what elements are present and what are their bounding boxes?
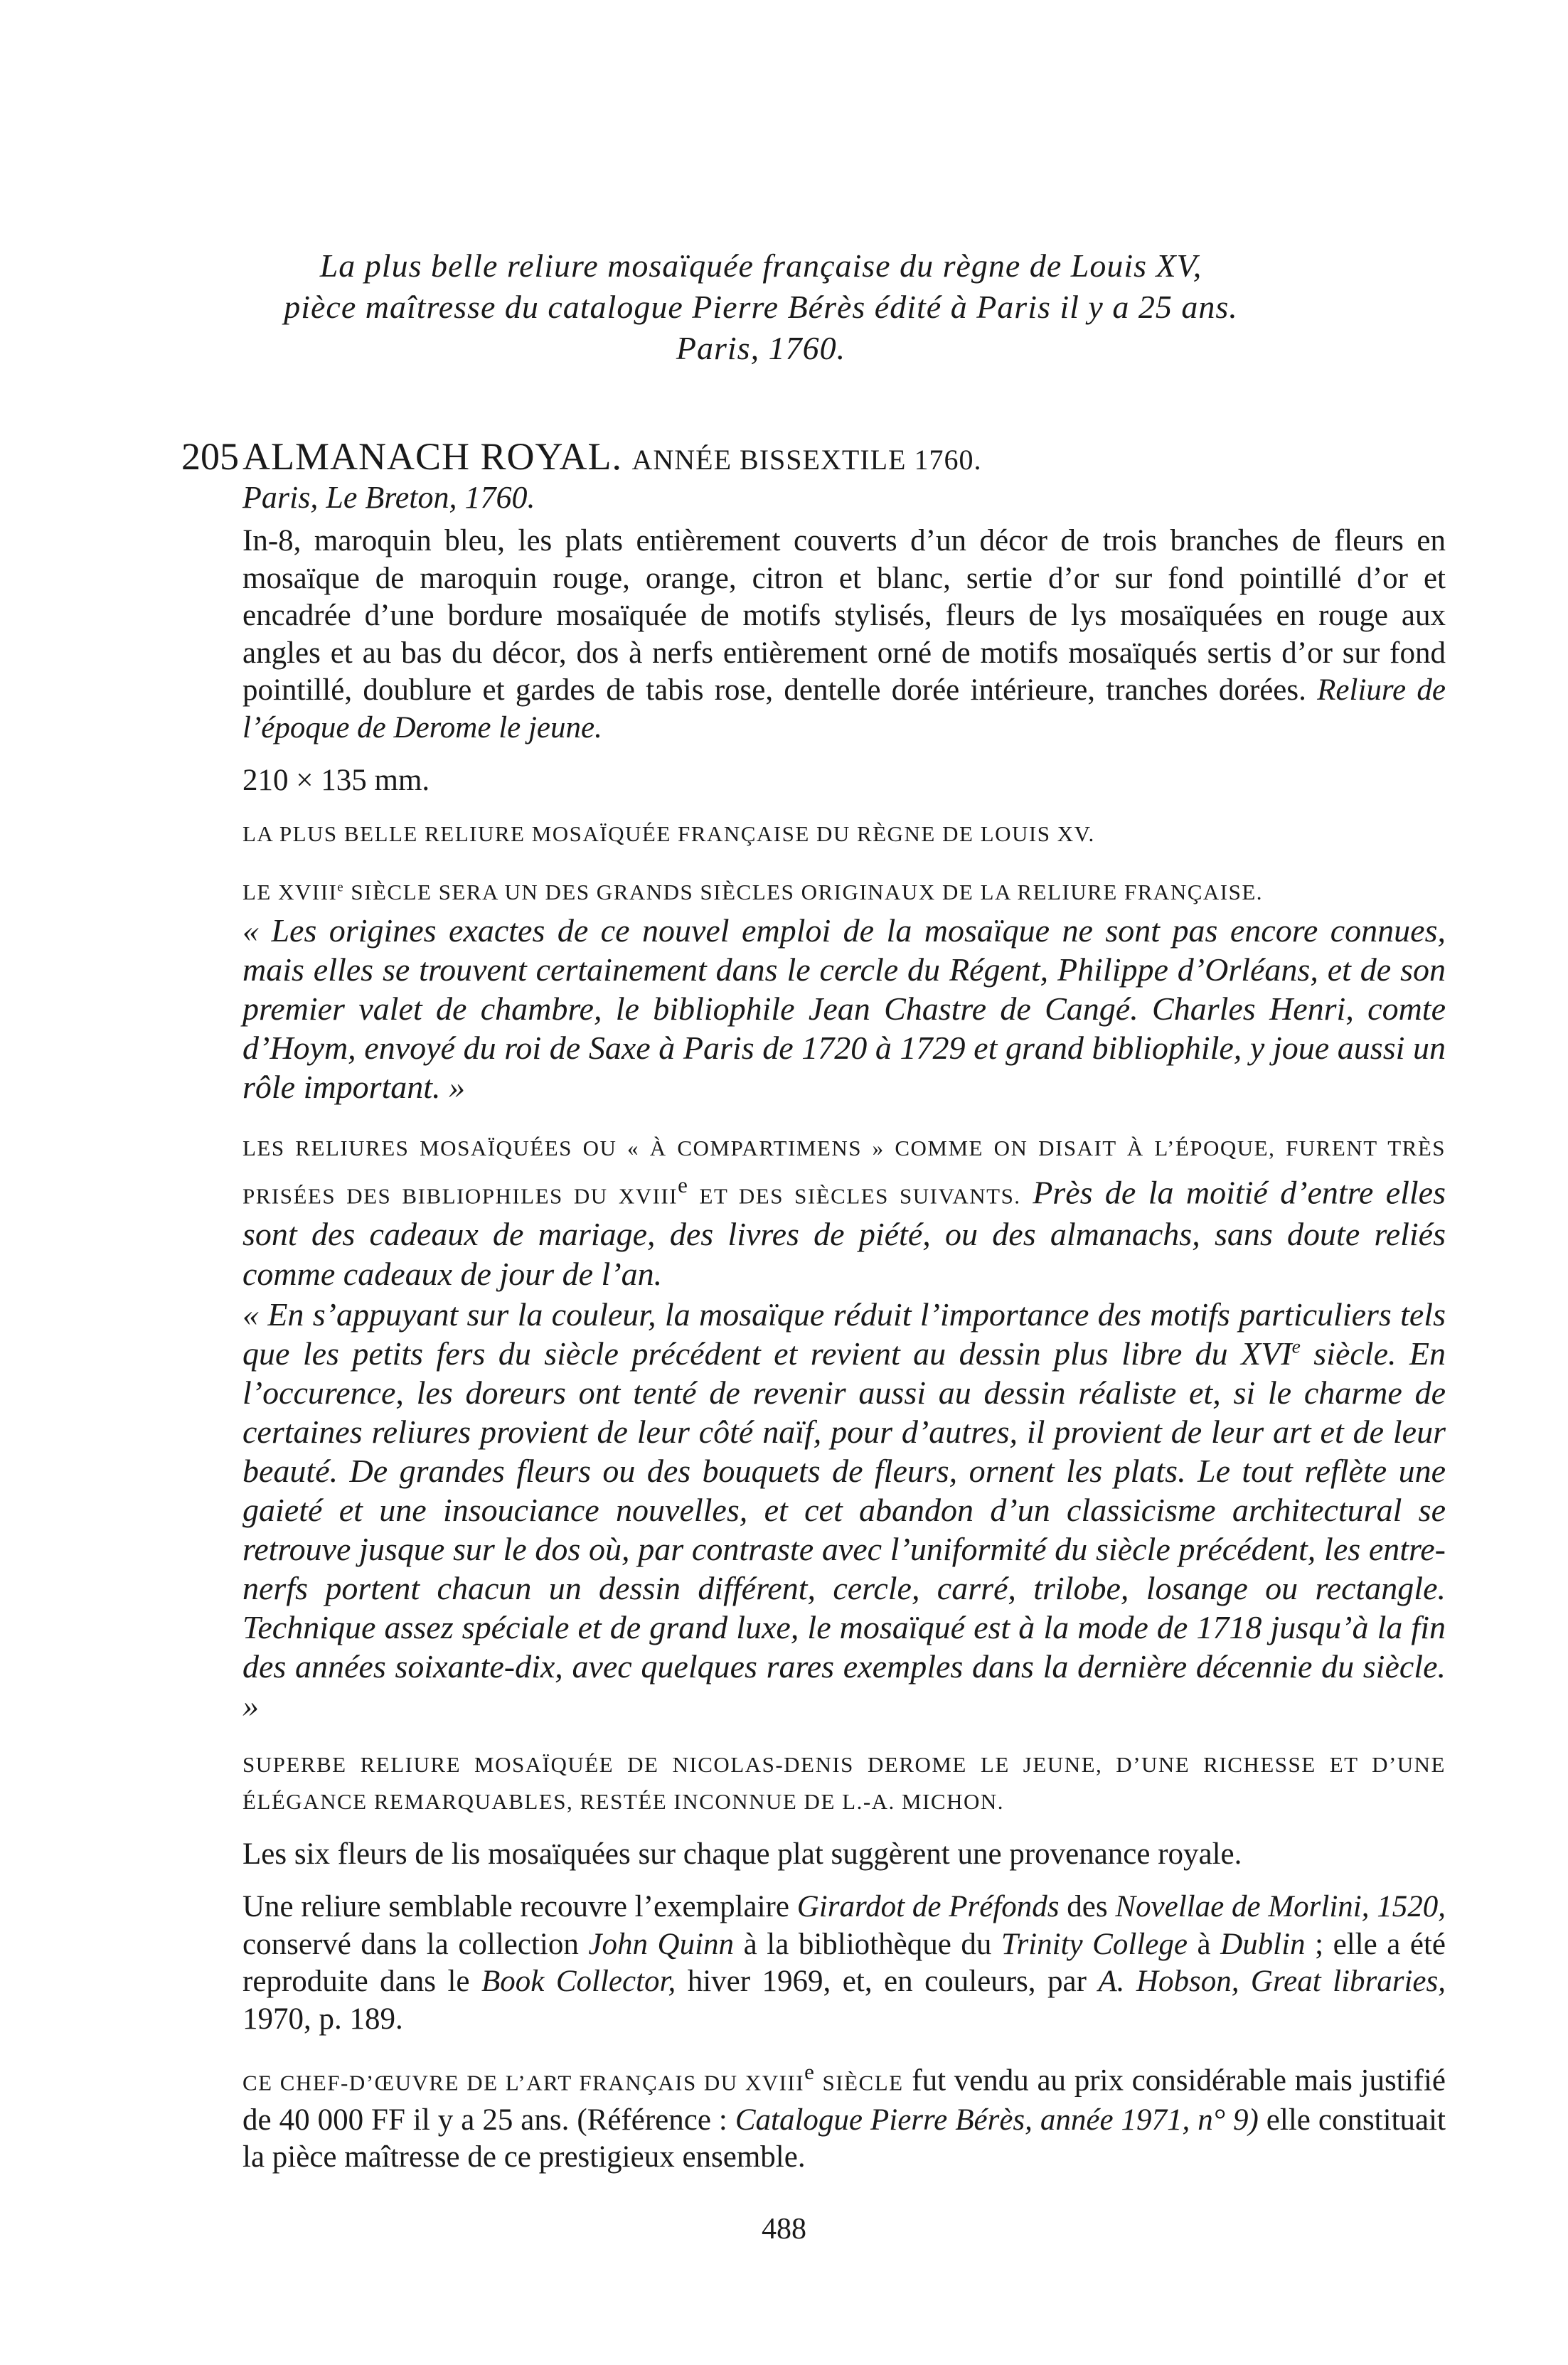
note-paragraph-3-italic: Près de la moitié d’entre elles sont des cadeaux de mariage, des livres de piété, ou des almanachs, sans doute reliés comme cadeaux de jour de l’an. [242,1173,1446,1293]
header-line-2: pièce maîtresse du catalogue Pierre Bérès édité à Paris il y a 25 ans. [284,289,1238,325]
note-heading-2-sup: e [337,880,345,895]
p6-italic-3: John Quinn [588,1927,735,1961]
dimensions: 210 × 135 mm. [242,764,430,797]
note-paragraph-3-sup: e [678,1172,689,1197]
p6-text-3: conservé dans la collection [242,1927,589,1961]
p7-italic-1: Catalogue Pierre Bérès, année 1971, n° 9) [735,2103,1259,2137]
note-paragraph-3 [242,1128,1446,1295]
p6-text-7: hiver 1969, et, en couleurs, par [676,1965,1099,1999]
note-heading-2 [242,874,1446,911]
note-paragraph-5: Les six fleurs de lis mosaïquées sur chaque plat suggèrent une provenance royale. [242,1837,1242,1871]
p6-italic-5: Dublin [1220,1927,1306,1961]
entry-imprint: Paris, Le Breton, 1760. [242,480,535,515]
note-heading-1: LA PLUS BELLE RELIURE MOSAÏQUÉE FRANÇAISE DU RÈGNE DE LOUIS XV. [242,821,1095,846]
p6-text-2: des [1059,1890,1116,1924]
p7-text-2: elle constituait la pièce maîtresse de ce prestigieux ensemble. [242,2103,1446,2174]
description-paragraph [242,523,1446,747]
header-line-3: Paris, 1760. [676,330,846,366]
p6-italic-2: Novellae de Morlini, 1520, [1115,1890,1446,1924]
p7-sup: e [804,2059,816,2085]
p6-italic-7: A. Hobson, Great libraries, [1098,1965,1446,1999]
p6-text-1: Une reliure semblable recouvre l’exemplaire [242,1890,797,1924]
note-heading-4: SUPERBE RELIURE MOSAÏQUÉE DE NICOLAS-DENIS DEROME LE JEUNE, D’UNE RICHESSE ET D’UNE ÉLÉGANCE REMARQUABLES, RESTÉE INCONNUE DE L.-A. MICHON. [242,1751,1446,1814]
p7-caps-post: SIÈCLE [815,2070,904,2096]
p6-text-5: à [1187,1927,1221,1961]
page-header [242,245,1280,369]
entry-title-line [242,434,981,483]
description-text: In-8, maroquin bleu, les plats entièrement couverts d’un décor de trois branches de fleurs en mosaïque de maroquin rouge, orange, citron et blanc, sertie d’or sur fond pointillé d’or et encadrée d’une bordure mosaïquée de motifs stylisés, fleurs de lys mosaïquées en rouge aux angles et au bas du décor, dos à nerfs entièrement orné de motifs mosaïqués sertis d’or sur fond pointillé, doublure et gardes de tabis rose, dentelle dorée intérieure, tranches dorées. [242,524,1446,707]
header-line-1: La plus belle reliure mosaïquée française du règne de Louis XV, [319,247,1202,284]
quote-2-sup: e [1291,1335,1301,1357]
note-paragraph-3-caps-post: ET DES SIÈCLES SUIVANTS. [688,1182,1021,1208]
note-paragraph-7 [242,2054,1446,2176]
entry-subtitle: ANNÉE BISSEXTILE 1760. [631,444,982,476]
quote-2-pre: « En s’appuyant sur la couleur, la mosaïque réduit l’importance des motifs particuliers tels que les petits fers du siècle précédent et revient au dessin plus libre du XVI [242,1296,1446,1372]
p6-text-4: à la bibliothèque du [734,1927,1001,1961]
quote-2-post: siècle. En l’occurence, les doreurs ont tenté de revenir aussi au dessin réaliste et, si le charme de certaines reliures provient de leur côté naïf, pour d’autres, il provient de leur art et de leur beauté. De grandes fleurs ou des bouquets de fleurs, ornent les plats. Le tout reflète une gaieté et une insouciance nouvelles, et cet abandon d’un classicisme architectural se retrouve jusque sur le dos où, par contraste avec l’uniformité du siècle précédent, les entre-nerfs portent chacun un dessin différent, cercle, carré, trilobe, losange ou rectangle. Technique assez spéciale et de grand luxe, le mosaïqué est à la mode de 1718 jusqu’à la fin des années soixante-dix, avec quelques rares exemples dans la dernière décennie du siècle. » [242,1335,1446,1724]
entry-title: ALMANACH ROYAL. [242,435,623,478]
p6-italic-4: Trinity College [1001,1927,1188,1961]
p6-text-6: ; elle a été reproduite dans le [242,1927,1446,1999]
note-paragraph-6 [242,1889,1446,2038]
binding-note: Reliure de l’époque de Derome le jeune. [242,673,1446,744]
quote-2 [242,1295,1446,1725]
quote-1: « Les origines exactes de ce nouvel emploi de la mosaïque ne sont pas encore connues, mais elles se trouvent certainement dans le cercle du Régent, Philippe d’Orléans, et de son premier valet de chambre, le bibliophile Jean Chastre de Cangé. Charles Henri, comte d’Hoym, envoyé du roi de Saxe à Paris de 1720 à 1729 et grand bibliophile, y joue aussi un rôle important. » [242,912,1446,1105]
note-heading-2-pre: LE XVIII [242,879,338,904]
p7-caps-pre: CE CHEF-D’ŒUVRE DE L’ART FRANÇAIS DU XVIII [242,2070,805,2096]
entry-body [242,523,1446,2177]
p7-text-1: fut vendu au prix considérable mais justifié de 40 000 FF il y a 25 ans. (Référence : [242,2064,1446,2137]
page-number: 488 [762,2213,806,2246]
p6-text-8: 1970, p. 189. [242,2002,403,2036]
note-heading-2-post: SIÈCLE SERA UN DES GRANDS SIÈCLES ORIGINAUX DE LA RELIURE FRANÇAISE. [344,879,1264,904]
note-paragraph-3-caps-pre: LES RELIURES MOSAÏQUÉES OU « À COMPARTIMENS » COMME ON DISAIT À L’ÉPOQUE, FURENT TRÈS PRISÉES DES BIBLIOPHILES DU XVIII [242,1135,1446,1208]
p6-italic-1: Girardot de Préfonds [796,1890,1060,1924]
lot-number: 205 [181,435,239,478]
p6-italic-6: Book Collector, [481,1965,676,1999]
